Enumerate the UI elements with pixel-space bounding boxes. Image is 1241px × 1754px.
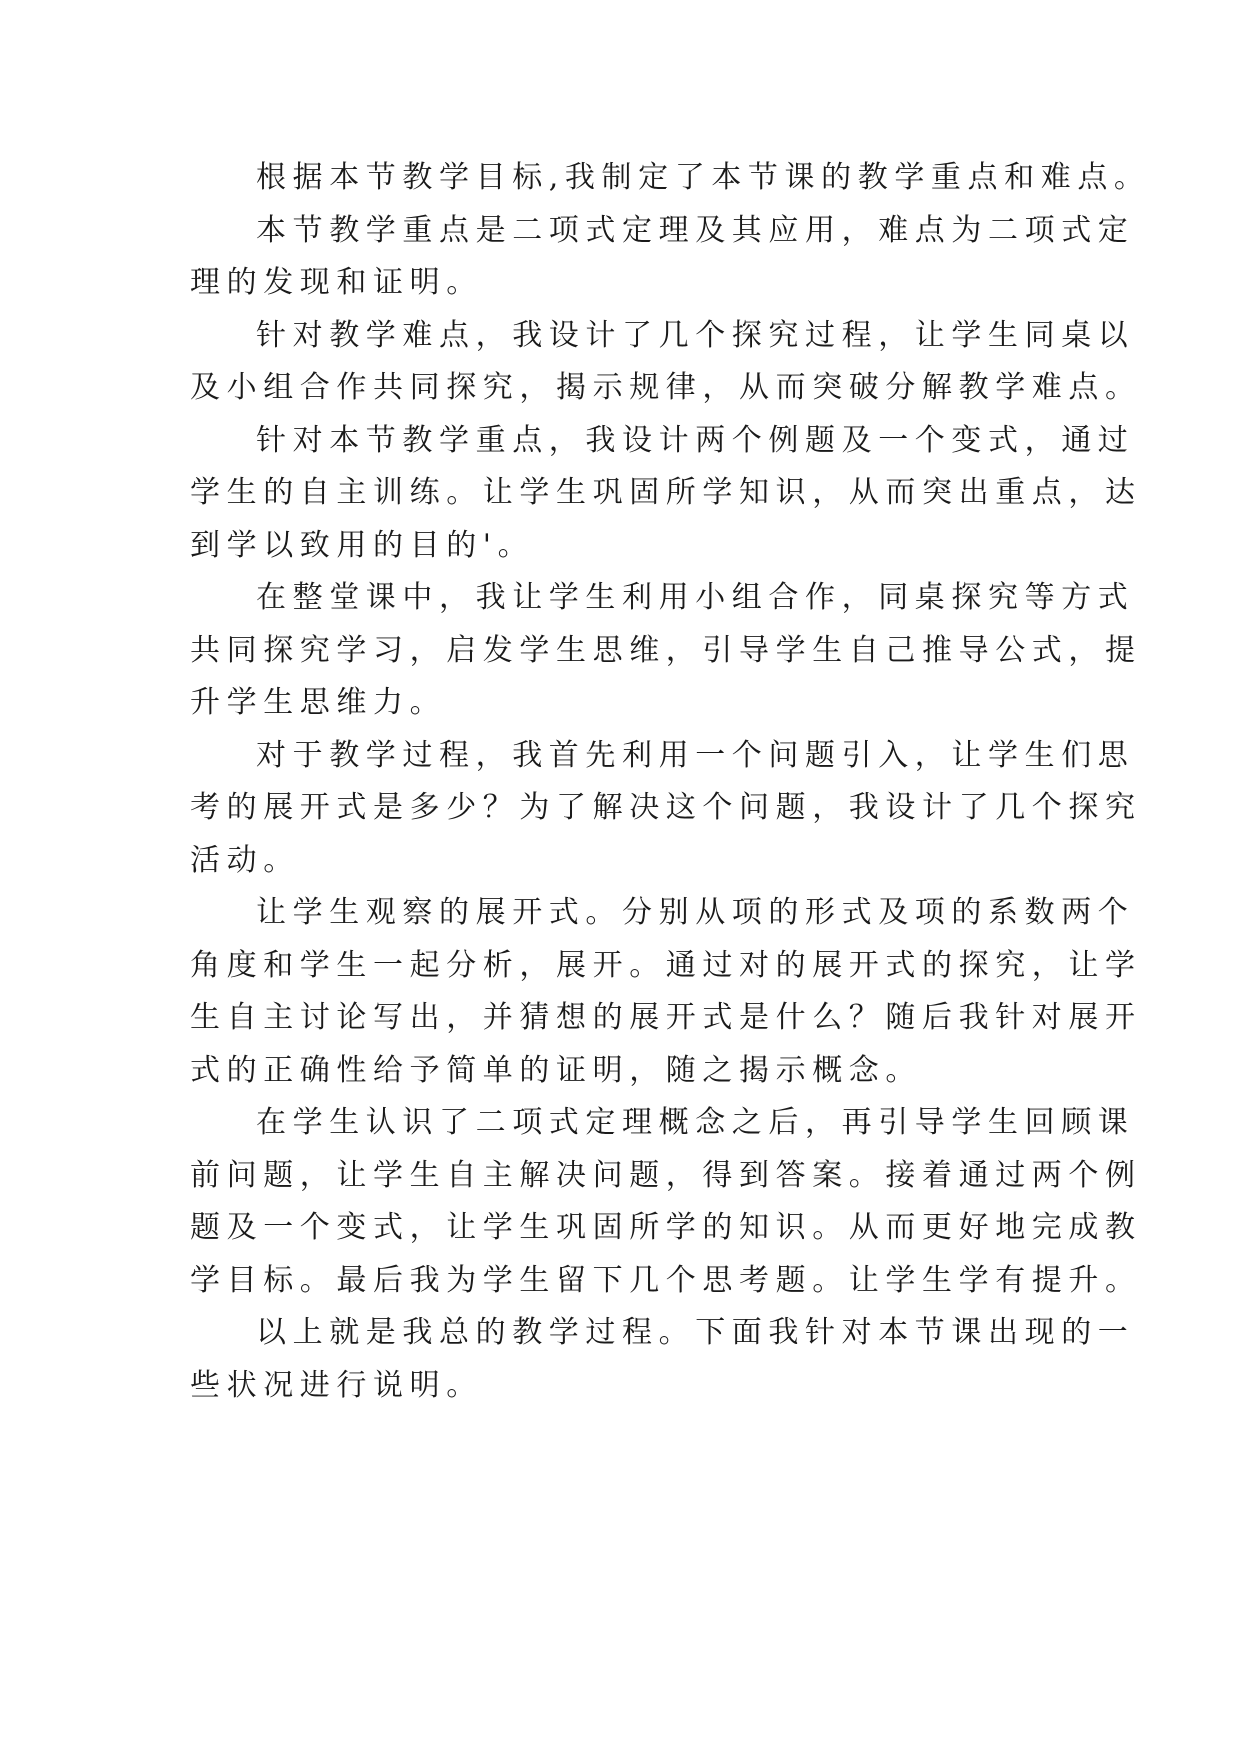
paragraph-line: 些状况进行说明。 — [190, 1367, 483, 1403]
paragraph-line: 升学生思维力。 — [190, 685, 447, 720]
paragraph-line: 针对教学难点，我设计了几个探究过程，让学生同桌以 — [256, 317, 1135, 353]
document-body — [190, 152, 1151, 1412]
paragraph-line: 对于教学过程，我首先利用一个问题引入，让学生们思 — [256, 737, 1135, 773]
paragraph — [190, 415, 1142, 573]
paragraph-line: 生自主讨论写出，并猜想的展开式是什么？随后我针对展开 — [190, 1000, 1142, 1035]
paragraph-line: 学目标。最后我为学生留下几个思考题。让学生学有提升。 — [190, 1262, 1142, 1298]
paragraph-line: 考的展开式是多少？为了解决这个问题，我设计了几个探究 — [190, 790, 1142, 825]
paragraph-line: 理的发现和证明。 — [190, 265, 483, 300]
paragraph-line: 共同探究学习，启发学生思维，引导学生自己推导公式，提 — [190, 632, 1142, 668]
paragraph-line: 学生的自主训练。让学生巩固所学知识，从而突出重点，达 — [190, 475, 1142, 510]
paragraph-line: 让学生观察的展开式。分别从项的形式及项的系数两个 — [256, 895, 1135, 930]
paragraph-line: 在学生认识了二项式定理概念之后，再引导学生回顾课 — [256, 1105, 1135, 1140]
paragraph-line: 角度和学生一起分析，展开。通过对的展开式的探究，让学 — [190, 947, 1142, 983]
paragraph-line: 题及一个变式，让学生巩固所学的知识。从而更好地完成教 — [190, 1210, 1142, 1245]
paragraph-line: 根据本节教学目标,我制定了本节课的教学重点和难点。 — [256, 160, 1151, 195]
paragraph — [190, 887, 1142, 1097]
paragraph-line: 前问题，让学生自主解决问题，得到答案。接着通过两个例 — [190, 1157, 1142, 1193]
paragraph-line: 本节教学重点是二项式定理及其应用，难点为二项式定 — [256, 212, 1135, 248]
paragraph — [190, 205, 1135, 310]
paragraph-line: 针对本节教学重点，我设计两个例题及一个变式，通过 — [256, 422, 1135, 458]
paragraph — [190, 730, 1142, 888]
paragraph-line: 式的正确性给予简单的证明，随之揭示概念。 — [190, 1052, 922, 1088]
paragraph — [190, 1307, 1135, 1412]
paragraph-line: 以上就是我总的教学过程。下面我针对本节课出现的一 — [256, 1315, 1135, 1350]
paragraph-line: 及小组合作共同探究，揭示规律，从而突破分解教学难点。 — [190, 370, 1142, 405]
paragraph-line: 到学以致用的目的'。 — [190, 527, 535, 563]
paragraph — [190, 310, 1142, 415]
paragraph — [190, 572, 1142, 730]
paragraph-line: 活动。 — [190, 842, 300, 878]
paragraph — [190, 152, 1151, 205]
paragraph — [190, 1097, 1142, 1307]
paragraph-line: 在整堂课中，我让学生利用小组合作，同桌探究等方式 — [256, 580, 1135, 615]
